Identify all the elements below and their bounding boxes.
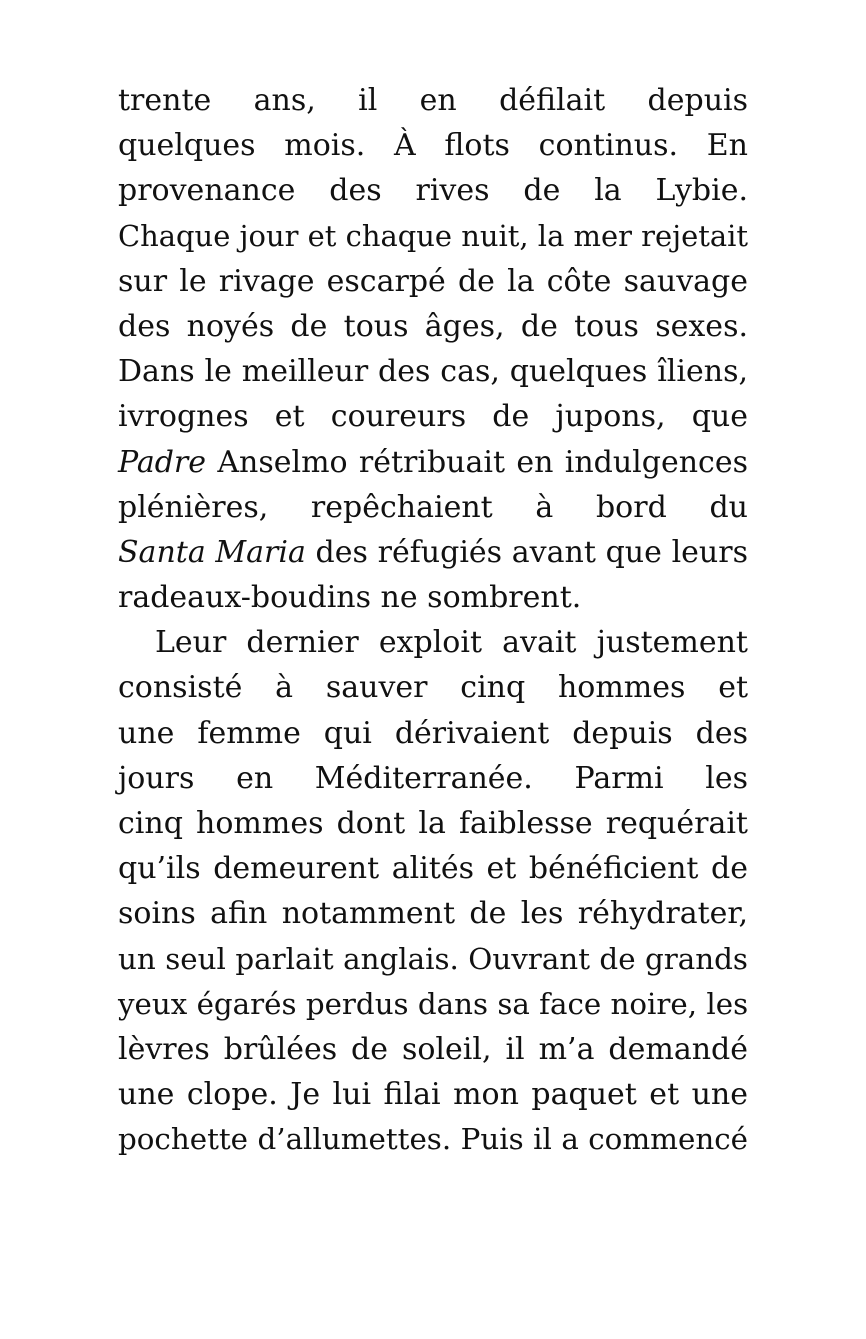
text-line: radeaux-boudins ne sombrent. — [118, 580, 582, 616]
text-line: consisté à sauver cinq hommes et — [118, 670, 748, 706]
text-run: des réfugiés avant que leurs — [305, 534, 748, 570]
text-line: un seul parlait anglais. Ouvrant de grands — [118, 941, 748, 976]
text-line: yeux égarés perdus dans sa face noire, les — [118, 986, 749, 1021]
text-line: lèvres brûlées de soleil, il m’a demandé — [118, 1031, 748, 1067]
text-line: cinq hommes dont la faiblesse requérait — [118, 806, 748, 841]
text-run: Anselmo rétribuait en indulgences — [206, 444, 748, 480]
italic-term: Santa Maria — [118, 534, 306, 570]
text-line — [118, 530, 748, 575]
text-line: quelques mois. À flots continus. En — [118, 128, 748, 164]
paragraph-1 — [118, 78, 748, 620]
text-line: jours en Méditerranée. Parmi les — [118, 760, 748, 796]
text-line: provenance des rives de la Lybie. — [118, 173, 748, 209]
text-line: pochette d’allumettes. Puis il a commencé — [118, 1122, 748, 1157]
text-line: trente ans, il en défilait depuis — [118, 83, 748, 118]
text-line: Chaque jour et chaque nuit, la mer rejetait — [118, 218, 748, 253]
book-page — [118, 78, 748, 1163]
text-line: des noyés de tous âges, de tous sexes. — [118, 308, 748, 344]
text-line: qu’ils demeurent alités et bénéficient de — [118, 851, 748, 887]
text-line: Dans le meilleur des cas, quelques îliens, — [118, 354, 748, 390]
text-line: soins afin notamment de les réhydrater, — [118, 896, 748, 932]
paragraph-2 — [118, 620, 748, 1162]
text-line: plénières, repêchaient à bord du — [118, 489, 748, 525]
text-line: sur le rivage escarpé de la côte sauvage — [118, 263, 748, 299]
text-line: une clope. Je lui filai mon paquet et une — [118, 1077, 748, 1113]
italic-term: Padre — [118, 444, 207, 480]
text-line: Leur dernier exploit avait justement — [155, 625, 748, 661]
text-line: une femme qui dérivaient depuis des — [118, 715, 748, 751]
text-line: ivrognes et coureurs de jupons, que — [118, 399, 748, 435]
text-line — [118, 440, 748, 485]
